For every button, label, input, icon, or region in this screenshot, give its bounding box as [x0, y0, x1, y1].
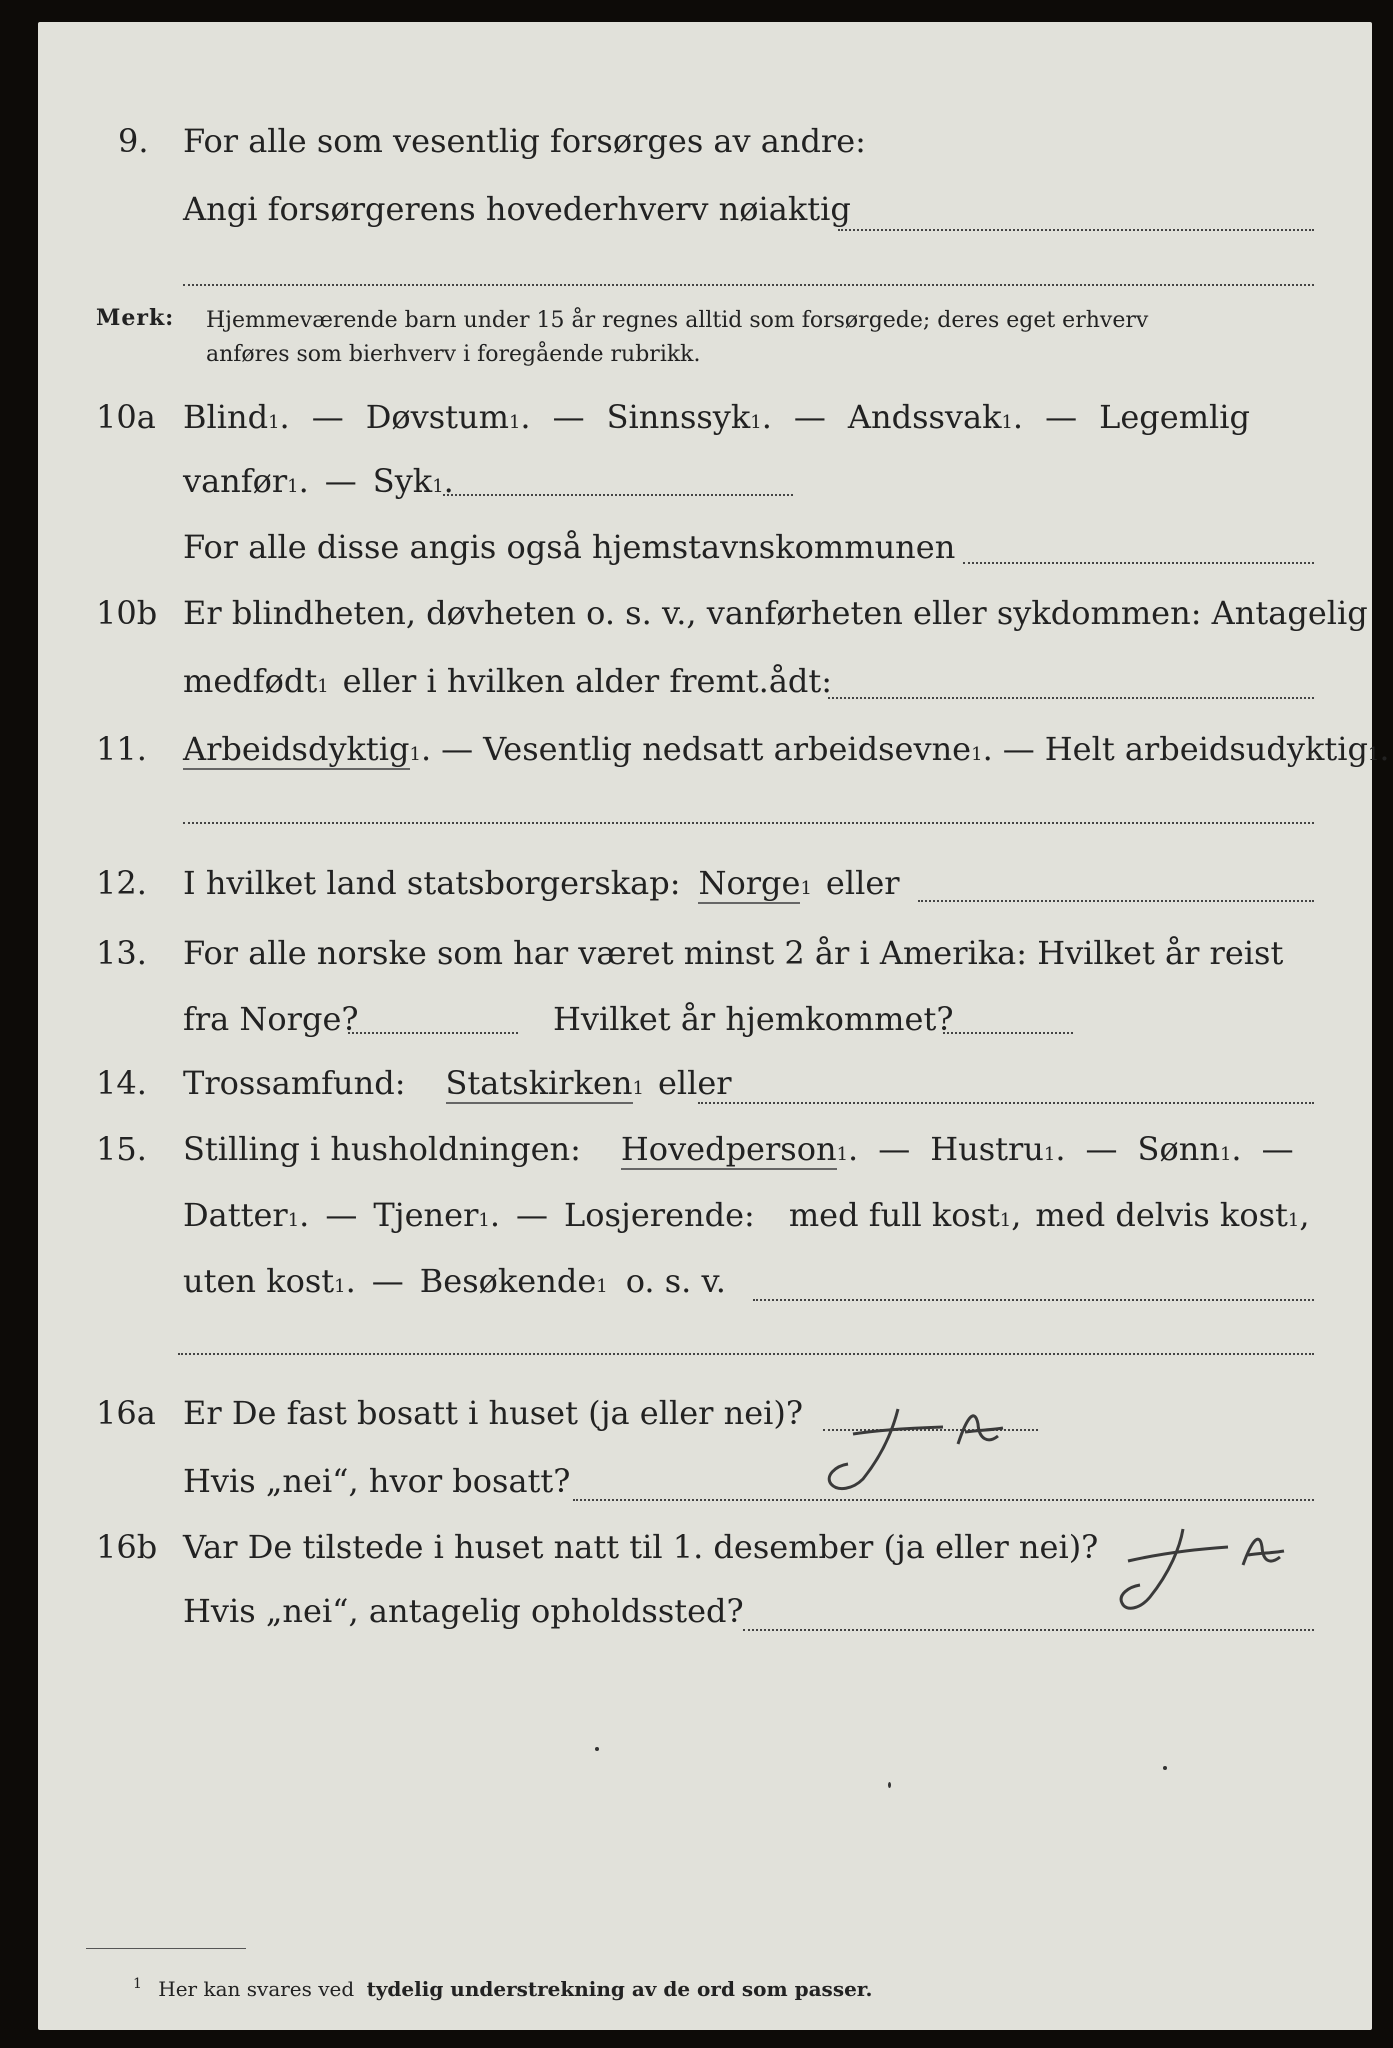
q11-line1: Arbeidsdyktig 1 . — Vesentlig nedsatt arbeidsevne 1 . — Helt arbeidsudyktig 1 .	[183, 730, 1390, 768]
q15-line1: Stilling i husholdningen: Hovedperson 1 . — Hustru 1 . — Sønn 1 . —	[183, 1130, 1294, 1168]
q10a-number: 10a	[96, 398, 156, 436]
q10b-line1: Er blindheten, døvheten o. s. v., vanførheten eller sykdommen: Antagelig	[183, 594, 1368, 632]
q10a-legemlig: Legemlig	[1099, 398, 1250, 436]
q13-hjemkommet-line[interactable]	[943, 1032, 1073, 1034]
q11-nedsatt: Vesentlig nedsatt arbeidsevne	[483, 730, 972, 768]
svg-text:Ja: Ja	[1108, 1517, 1109, 1518]
q10a-vanfor: vanfør	[183, 462, 288, 500]
q15-hovedperson: Hovedperson	[620, 1130, 837, 1168]
q10a-line2: vanfør 1 . — Syk 1 .	[183, 462, 454, 500]
q16a-bosatt-line[interactable]	[573, 1499, 1314, 1501]
paper-speck	[595, 1747, 599, 1751]
q16a-line2: Hvis „nei“, hvor bosatt?	[183, 1462, 571, 1500]
q9-line1: For alle som vesentlig forsørges av andre:	[183, 122, 866, 160]
q10a-line3: For alle disse angis også hjemstavnskommunen	[183, 528, 956, 566]
merk-line1: Hjemmeværende barn under 15 år regnes alltid som forsørgede; deres eget erhverv	[206, 308, 1149, 333]
q11-arbeidsdyktig: Arbeidsdyktig	[183, 730, 410, 768]
q14-statskirken: Statskirken	[445, 1064, 633, 1102]
q12-line1: I hvilket land statsborgerskap: Norge 1 eller	[183, 864, 900, 902]
paper-speck	[1163, 1766, 1167, 1770]
q11-answer-line[interactable]	[183, 822, 1314, 824]
q16a-handwritten-answer	[803, 1394, 1043, 1504]
q16b-handwritten-answer	[1108, 1517, 1308, 1627]
q16a-line1: Er De fast bosatt i huset (ja eller nei)?	[183, 1394, 804, 1432]
q9-answer-line[interactable]	[838, 229, 1314, 231]
q10b-line2: medfødt 1 eller i hvilken alder fremt.ådt:	[183, 662, 833, 700]
footnote-rule	[86, 1948, 246, 1949]
merk-line2: anføres som bierhverv i foregående rubrikk.	[206, 342, 701, 367]
census-form-page	[38, 22, 1390, 2030]
q13-line2b: Hvilket år hjemkommet?	[553, 1000, 954, 1038]
q10a-line1: Blind 1 . — Døvstum 1 . — Sinnssyk 1 . — Andssvak 1 . — Legemlig	[183, 398, 1250, 436]
q10b-answer-line[interactable]	[828, 697, 1314, 699]
q14-answer-line[interactable]	[698, 1102, 1314, 1104]
q10b-number: 10b	[96, 594, 158, 632]
q12-number: 12.	[96, 864, 147, 902]
q10a-answer-line[interactable]	[443, 494, 793, 496]
q15-answer-line[interactable]	[753, 1299, 1314, 1301]
q14-number: 14.	[96, 1064, 147, 1102]
paper-speck	[888, 1782, 891, 1788]
q10a-sinnssyk: Sinnssyk	[606, 398, 751, 436]
q11-udyktig: Helt arbeidsudyktig	[1044, 730, 1368, 768]
q9-line2: Angi forsørgerens hovederhverv nøiaktig	[183, 190, 851, 228]
q12-answer-line[interactable]	[918, 900, 1314, 902]
q10a-dovstum: Døvstum	[365, 398, 509, 436]
q9-answer-line-2[interactable]	[183, 284, 1314, 286]
q15-number: 15.	[96, 1130, 147, 1168]
q15-answer-line-2[interactable]	[178, 1353, 1314, 1355]
merk-label: Merk:	[96, 305, 175, 331]
q13-line1: For alle norske som har været minst 2 år i Amerika: Hvilket år reist	[183, 934, 1284, 972]
q13-number: 13.	[96, 934, 147, 972]
q9-number: 9.	[118, 122, 149, 160]
q15-line2: Datter 1 . — Tjener 1 . — Losjerende: med full kost 1 , med delvis kost 1 ,	[183, 1196, 1310, 1234]
q16b-line1: Var De tilstede i huset natt til 1. desember (ja eller nei)?	[183, 1528, 1099, 1566]
q10a-hjemstavn-line[interactable]	[963, 562, 1314, 564]
q10a-blind: Blind	[183, 398, 269, 436]
q10a-andssvak: Andssvak	[847, 398, 1002, 436]
q16b-answer-line[interactable]	[743, 1629, 1314, 1631]
footnote: $^1$ Her kan svares ved tydelig understrekning av de ord som passer.	[133, 1976, 873, 2001]
q13-line2a: fra Norge?	[183, 1000, 359, 1038]
svg-text:Ja: Ja	[803, 1394, 804, 1395]
q16b-line2: Hvis „nei“, antagelig opholdssted?	[183, 1592, 744, 1630]
q16b-number: 16b	[96, 1528, 158, 1566]
q12-norge: Norge	[698, 864, 801, 902]
q16a-number: 16a	[96, 1394, 156, 1432]
q11-number: 11.	[96, 730, 147, 768]
q15-line3: uten kost 1 . — Besøkende 1 o. s. v.	[183, 1262, 726, 1300]
q10a-syk: Syk	[372, 462, 433, 500]
q13-reist-line[interactable]	[348, 1032, 518, 1034]
q14-line1: Trossamfund: Statskirken 1 eller	[183, 1064, 732, 1102]
